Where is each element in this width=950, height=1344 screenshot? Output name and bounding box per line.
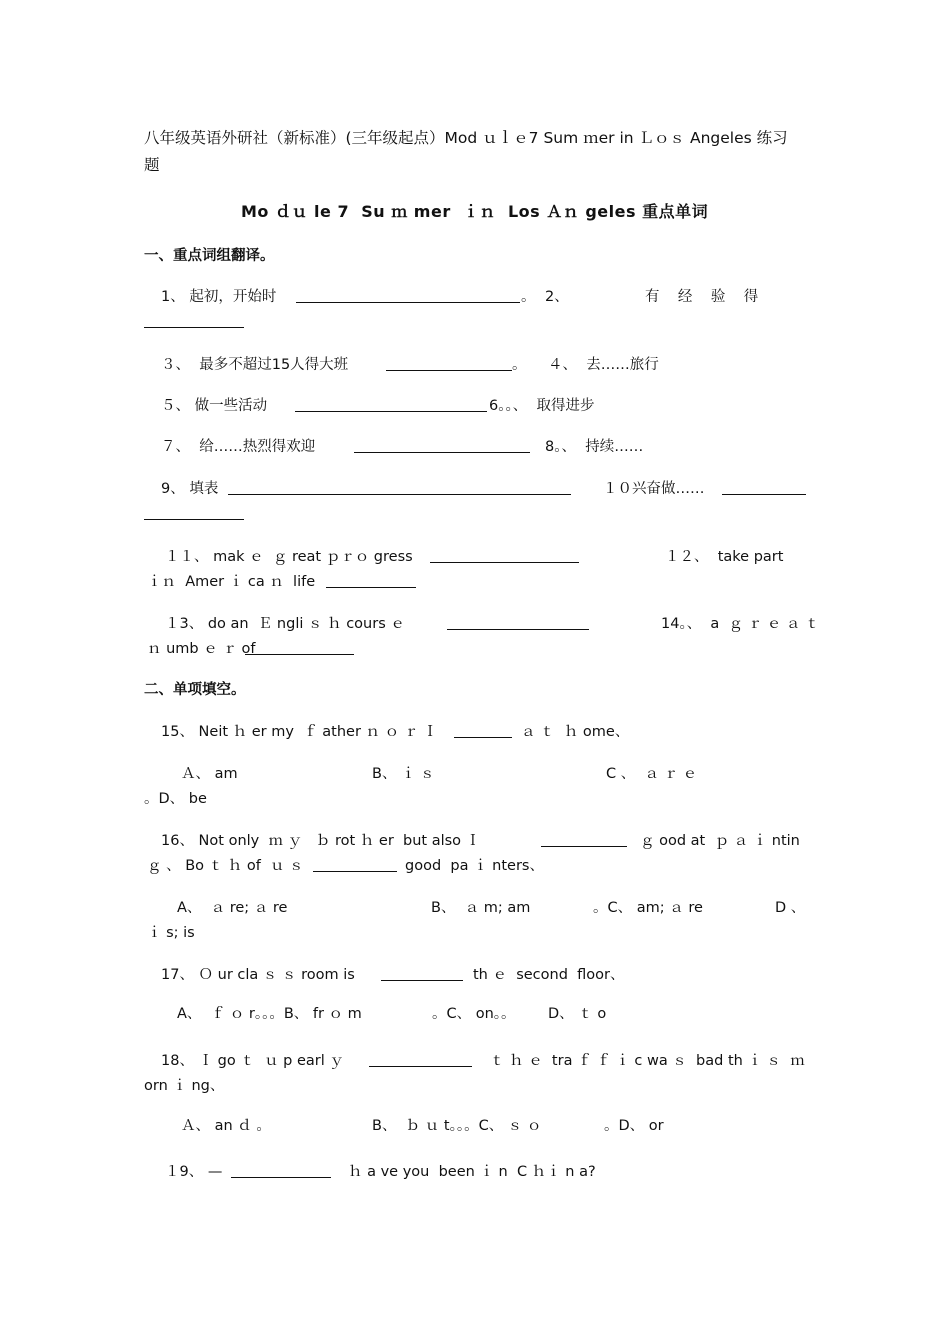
phrase-2-text: 有 经 验 得 <box>645 289 759 305</box>
phrase-12-label: １２、 take part <box>665 549 784 565</box>
question-17-blank[interactable] <box>381 966 463 986</box>
doc-title-line1: 八年级英语外研社（新标准）(三年级起点）Mod ｕｌｅ7 Sum ｍer in Ｌｏｓ Angeles 练习 <box>144 129 788 147</box>
phrase-1-label: 1、 起初，开始时 <box>161 289 277 305</box>
question-15-stem-end: ａ ｔ ｈ ome、 <box>521 724 630 740</box>
phrase-10-blank[interactable] <box>722 480 806 500</box>
phrase-4-label: ４、 去……旅行 <box>548 357 659 373</box>
phrase-14-blank[interactable] <box>245 640 354 660</box>
question-18-option-d[interactable]: 。D、 or <box>604 1118 664 1134</box>
question-18-blank[interactable] <box>369 1052 472 1072</box>
question-15-blank[interactable] <box>454 723 512 743</box>
question-17-option-d[interactable]: D、 ｔ o <box>548 1006 607 1022</box>
question-18-stem-end: ｔ ｈ ｅ tra ｆ ｆ ｉ c wa ｓ bad th ｉ ｓ ｍ <box>490 1053 805 1069</box>
question-16-stem-end: ｇ ood at ｐ ａ ｉ ntin <box>640 833 800 849</box>
phrase-9-label: 9、 填表 <box>161 481 219 497</box>
module-heading: Mo ｄｕ le 7 Su ｍ mer ｉｎ Los Ａｎ geles 重点单词 <box>241 202 709 221</box>
phrase-3-label: ３、 最多不超过15人得大班 <box>161 357 349 373</box>
phrase-9-blank[interactable] <box>228 480 571 500</box>
section-2-heading: 二、单项填空。 <box>144 682 246 698</box>
phrase-6-label: 6。。、 取得进步 <box>489 398 595 414</box>
question-16-stem-line2-end: good pa ｉ nters、 <box>405 858 544 874</box>
phrase-2-number: 2、 <box>545 289 569 305</box>
phrase-8-label: 8。、 持续…… <box>545 439 644 455</box>
question-16-option-d-cont[interactable]: ｉ s; is <box>147 925 195 941</box>
phrase-13-blank[interactable] <box>447 615 589 635</box>
phrase-5-blank[interactable] <box>295 397 487 417</box>
phrase-2-blank[interactable] <box>144 313 244 333</box>
question-19-blank[interactable] <box>231 1163 331 1183</box>
phrase-3-end: 。 <box>512 357 527 373</box>
question-16-option-a[interactable]: A、 ａ re; ａ re <box>177 900 288 916</box>
phrase-3-blank[interactable] <box>386 356 512 376</box>
question-18-stem: 18、 Ｉ go ｔ ｕ p earl ｙ <box>161 1053 344 1069</box>
question-16-blank-2[interactable] <box>313 857 397 877</box>
phrase-11-label: １１、 mak ｅ ｇ reat ｐｒｏ gress <box>165 549 413 565</box>
question-17-stem-end: th ｅ second floor、 <box>473 967 625 983</box>
question-15-option-c[interactable]: C 、 ａ ｒ ｅ <box>606 766 698 782</box>
phrase-12-blank[interactable] <box>326 573 416 593</box>
phrase-5-label: ５、 做一些活动 <box>161 398 268 414</box>
question-18-stem-line2: orn ｉ ng、 <box>144 1078 225 1094</box>
question-15-stem: 15、 Neit ｈ er my ｆ ather ｎ ｏ ｒ Ｉ <box>161 724 438 740</box>
phrase-7-blank[interactable] <box>354 438 530 458</box>
question-17-option-c[interactable]: 。C、 on。。 <box>432 1006 516 1022</box>
question-15-option-d[interactable]: 。D、 be <box>144 791 207 807</box>
phrase-1-end: 。 <box>521 289 536 305</box>
phrase-10-blank-cont[interactable] <box>144 505 244 525</box>
phrase-13-label: １3、 do an Ｅ ngli ｓ ｈ cours ｅ <box>165 616 405 632</box>
phrase-14-label-cont: ｎ umb ｅ ｒ of <box>147 641 256 657</box>
question-17-options-ab[interactable]: A、 ｆ ｏ r。。。B、 fr ｏ m <box>177 1006 362 1022</box>
question-16-blank-1[interactable] <box>541 832 627 852</box>
section-1-heading: 一、重点词组翻译。 <box>144 248 275 264</box>
question-18-options-bc[interactable]: B、 ｂ ｕ t。。。C、 ｓ ｏ <box>372 1118 542 1134</box>
question-16-stem: 16、 Not only ｍ ｙ ｂ rot ｈ er but also Ｉ <box>161 833 481 849</box>
question-16-option-d[interactable]: D 、 <box>775 900 806 916</box>
question-19-stem-end: ｈ a ve you been ｉ n C ｈｉ n a? <box>348 1164 596 1180</box>
phrase-7-label: ７、 给……热烈得欢迎 <box>161 439 316 455</box>
doc-title-line2: 题 <box>144 156 160 174</box>
question-15-option-a[interactable]: Ａ、 am <box>181 766 238 782</box>
phrase-14-label: 14。、 a ｇ ｒ ｅ ａ ｔ <box>661 616 820 632</box>
phrase-12-label-cont: ｉｎ Amer ｉ ca ｎ life <box>147 574 316 590</box>
question-15-option-b[interactable]: B、 ｉ ｓ <box>372 766 435 782</box>
question-16-stem-line2: ｇ 、 Bo ｔ ｈ of ｕ ｓ <box>147 858 304 874</box>
phrase-1-blank[interactable] <box>296 288 520 308</box>
phrase-11-blank[interactable] <box>430 548 579 568</box>
question-16-option-c[interactable]: 。C、 am; ａ re <box>593 900 703 916</box>
question-18-option-a[interactable]: Ａ、 an ｄ 。 <box>181 1118 271 1134</box>
phrase-10-label: １０兴奋做…… <box>603 481 705 497</box>
question-17-stem: 17、 Ｏ ur cla ｓ ｓ room is <box>161 967 355 983</box>
question-19-stem: １9、 — <box>165 1164 223 1180</box>
question-16-option-b[interactable]: B、 ａ m; am <box>431 900 531 916</box>
